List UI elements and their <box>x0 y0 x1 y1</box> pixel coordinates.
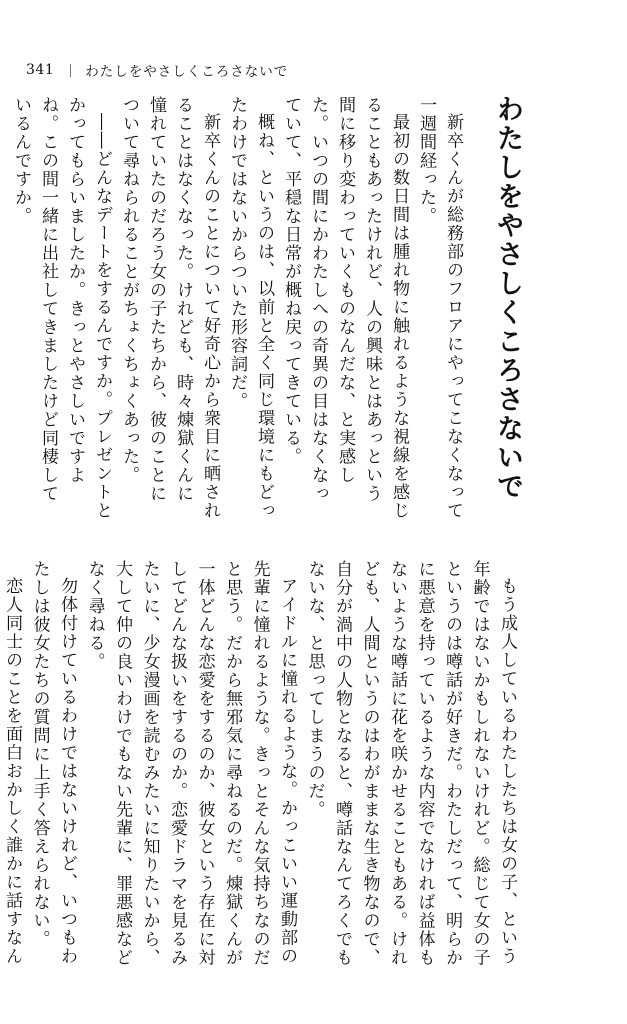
paragraph: 最初の数日間は腫れ物に触れるような視線を感じることもあったけれど、人の興味とはあっという間に移り変わっていくものなんだな、と実感した。いつの間にかわたしへの奇異の目はなくなっていて、平穏な日常が概ね戻ってきている。 <box>281 96 409 521</box>
page-header <box>26 58 288 82</box>
header-divider <box>70 64 71 77</box>
paragraph: 概ね、というのは、以前と全く同じ環境にもどったわけではないからついた形容詞だ。 <box>227 96 274 521</box>
paragraph: 勿体付けているわけではないけれど、いつもわたしは彼女たちの質問に上手く答えられない。 <box>29 560 77 966</box>
lower-text-block <box>2 560 520 970</box>
paragraph: アイドルに憧れるような。かっこいい運動部の先輩に憧れるような。きっとそんな気持ちなのだと思う。だから無邪気に尋ねるのだ。煉獄くんが一体どんな恋愛をするのか、彼女という存在に対してどんな扱いをするのか。恋愛ドラマを見るみたいに、少女漫画を読むみたいに知りたいから、大して仲の良いわけでもない先輩に、罪悪感などなく尋ねる。 <box>84 560 297 967</box>
paragraph: もう成人しているわたしたちは女の子、という年齢ではないかもしれないけれど。総じて女の子というのは噂話が好きだ。わたしだって、明らかに悪意を持っているような内容でなければ益体もないような噂話に花を咲かせることもある。けれども、人間というのはわがままな生き物なので、自分が渦中の人物となると、噂話なんてろくでもないな、と思ってしまうのだ。 <box>304 560 517 967</box>
paragraph: 新卒くんが総務部のフロアにやってこなくなって一週間経った。 <box>416 96 463 521</box>
paragraph: 新卒くんのことについて好奇心から衆目に晒されることはなくなった。けれども、時々煉獄くんに憧れていたのだろう女の子たちから、彼のことについて尋ねられることがちょくちょくあった。 <box>119 96 220 521</box>
running-title: わたしをやさしくころさないで <box>85 64 289 80</box>
paragraph: 恋人同士のことを面白おかしく誰かに話すなん <box>2 577 22 966</box>
page-number: 341 <box>26 62 55 78</box>
upper-text-block <box>11 96 466 521</box>
chapter-title: わたしをやさしくころさないで <box>492 95 523 501</box>
paragraph: ――どんなデートをするんですか。プレゼントとかってもらいましたか。きっとやさしいですよね。この間一緒に出社してきましたけど同棲しているんですか。 <box>11 96 112 521</box>
